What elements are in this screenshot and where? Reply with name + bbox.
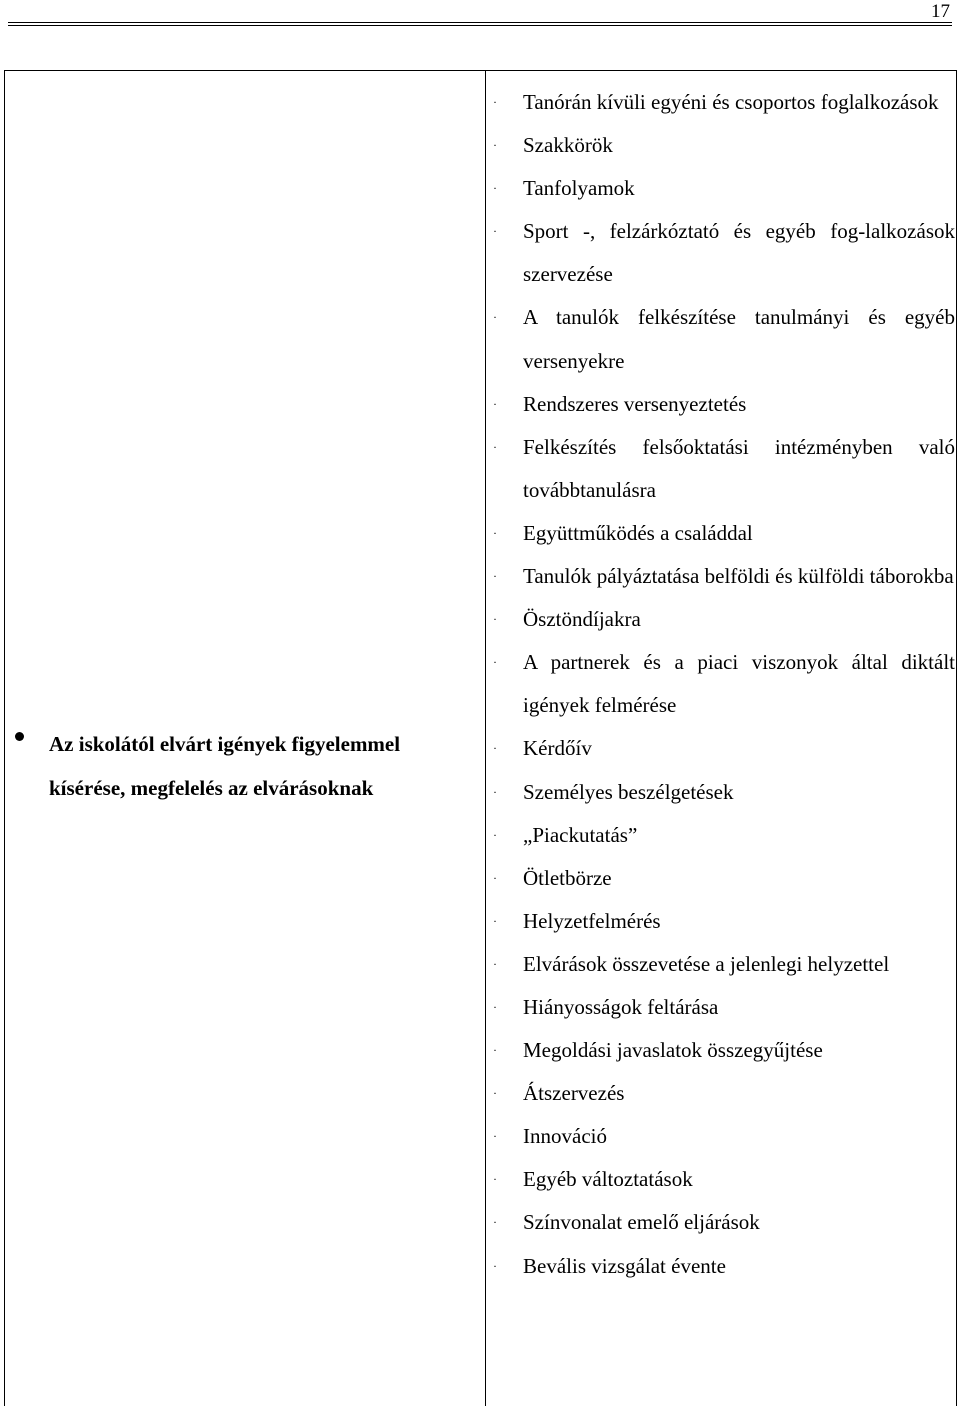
list-item <box>485 1245 955 1288</box>
list-item-text: Ösztöndíjakra <box>523 607 641 632</box>
list-item <box>485 167 955 210</box>
list-item-text: Ötletbörze <box>523 865 612 890</box>
list-item <box>485 512 955 555</box>
list-item-text: Kérdőív <box>523 736 592 761</box>
bullet-dot-icon: · <box>493 655 497 670</box>
list-item <box>485 727 955 770</box>
list-item <box>485 814 955 857</box>
bullet-dot-icon: · <box>493 396 497 411</box>
bullet-dot-icon: · <box>493 1258 497 1273</box>
list-item-text: Innováció <box>523 1124 607 1149</box>
list-item <box>485 1029 955 1072</box>
list-item-text: Bevális vizsgálat évente <box>523 1253 726 1278</box>
list-item-text: Egyéb változtatások <box>523 1167 693 1192</box>
bullet-dot-icon: · <box>493 999 497 1014</box>
bullet-icon <box>15 732 24 741</box>
bullet-dot-icon: · <box>493 784 497 799</box>
list-item-text: Szakkörök <box>523 133 613 158</box>
bullet-dot-icon: · <box>493 1086 497 1101</box>
bullet-dot-icon: · <box>493 1215 497 1230</box>
list-item-text: Elvárások összevetése a jelenlegi helyzettel <box>523 951 890 976</box>
list-item-text: Együttműködés a családdal <box>523 520 753 545</box>
list-item <box>485 641 955 727</box>
list-item-text: Tanórán kívüli egyéni és csoportos foglalkozások <box>523 90 939 114</box>
bullet-dot-icon: · <box>493 827 497 842</box>
content-table <box>4 70 957 1406</box>
list-item <box>485 986 955 1029</box>
right-column-list <box>485 81 955 1288</box>
list-item <box>485 771 955 814</box>
bullet-dot-icon: · <box>493 181 497 196</box>
list-item-text: Színvonalat emelő eljárások <box>523 1210 760 1235</box>
bullet-dot-icon: · <box>493 741 497 756</box>
list-item-text: A partnerek és a piaci viszonyok által diktált igények felmérése <box>523 650 955 718</box>
list-item-text: Tanulók pályáztatása belföldi és külföldi táborokba <box>523 564 954 589</box>
header-rule <box>8 22 952 23</box>
bullet-dot-icon: · <box>493 1172 497 1187</box>
list-item-text: Átszervezés <box>523 1081 625 1106</box>
list-item-text: Felkészítés felsőoktatási intézményben való továbbtanulásra <box>523 434 955 502</box>
bullet-dot-icon: · <box>493 1043 497 1058</box>
list-item-text: Személyes beszélgetések <box>523 779 734 804</box>
bullet-dot-icon: · <box>493 612 497 627</box>
list-item <box>485 210 955 296</box>
list-item <box>485 383 955 426</box>
bullet-dot-icon: · <box>493 310 497 325</box>
bullet-dot-icon: · <box>493 525 497 540</box>
bullet-dot-icon: · <box>493 439 497 454</box>
list-item <box>485 81 955 124</box>
page-number: 17 <box>931 1 950 22</box>
list-item-text: Megoldási javaslatok összegyűjtése <box>523 1038 823 1063</box>
header-rule-secondary <box>8 25 952 26</box>
bullet-dot-icon: · <box>493 1129 497 1144</box>
bullet-dot-icon: · <box>493 138 497 153</box>
bullet-dot-icon: · <box>493 224 497 239</box>
list-item <box>485 857 955 900</box>
list-item <box>485 1115 955 1158</box>
list-item <box>485 598 955 641</box>
bullet-dot-icon: · <box>493 913 497 928</box>
list-item <box>485 555 955 598</box>
bullet-dot-icon: · <box>493 95 497 109</box>
list-item <box>485 1201 955 1244</box>
list-item <box>485 1158 955 1201</box>
list-item-text: „Piackutatás” <box>523 822 638 847</box>
bullet-dot-icon: · <box>493 956 497 971</box>
list-item <box>485 426 955 512</box>
bullet-dot-icon: · <box>493 569 497 584</box>
list-item-text: Hiányosságok feltárása <box>523 994 719 1019</box>
bullet-dot-icon: · <box>493 870 497 885</box>
list-item-text: Helyzetfelmérés <box>523 908 661 933</box>
list-item <box>485 943 955 986</box>
list-item <box>485 124 955 167</box>
left-column-heading: Az iskolától elvárt igények figyelemmel kísérése, megfelelés az elvárásoknak <box>49 732 401 800</box>
list-item <box>485 296 955 382</box>
list-item-text: Tanfolyamok <box>523 176 635 201</box>
list-item-text: Rendszeres versenyeztetés <box>523 391 747 416</box>
list-item-text: Sport -, felzárkóztató és egyéb fog-lalkozások szervezése <box>523 219 955 287</box>
list-item <box>485 1072 955 1115</box>
list-item-text: A tanulók felkészítése tanulmányi és egyéb versenyekre <box>523 305 955 373</box>
list-item <box>485 900 955 943</box>
